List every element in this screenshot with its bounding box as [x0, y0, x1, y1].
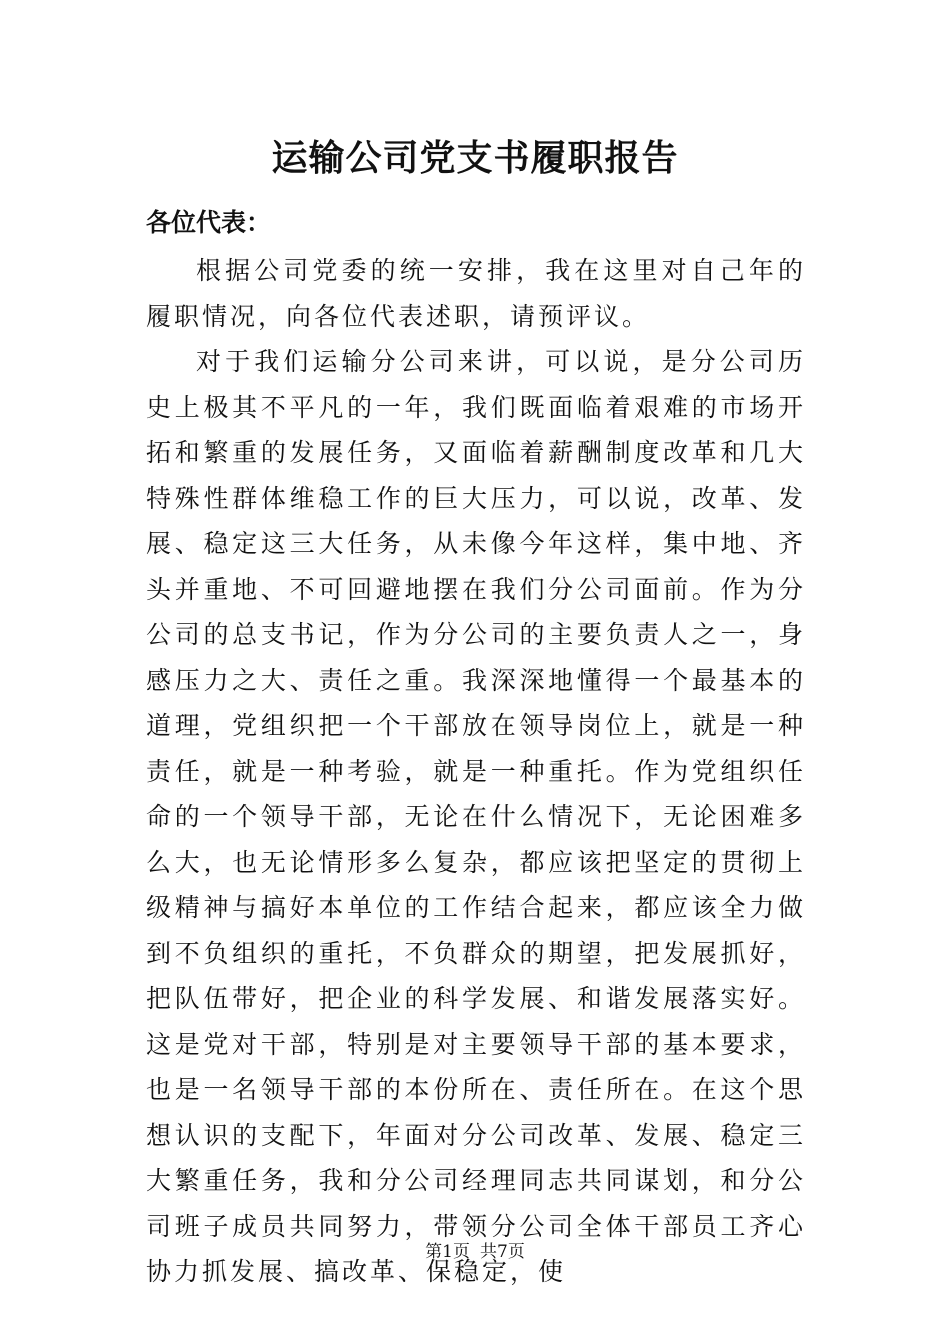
page-number: 第1页 [425, 1242, 470, 1262]
paragraph: 对于我们运输分公司来讲，可以说，是分公司历史上极其不平凡的一年，我们既面临着艰难的市场开拓和繁重的发展任务，又面临着薪酬制度改革和几大特殊性群体维稳工作的巨大压力，可以说，改革、发展、稳定这三大任务，从未像今年这样，集中地、齐头并重地、不可回避地摆在我们分公司面前。作为分公司的总支书记，作为分公司的主要负责人之一，身感压力之大、责任之重。我深深地懂得一个最基本的道理，党组织把一个干部放在领导岗位上，就是一种责任，就是一种考验，就是一种重托。作为党组织任命的一个领导干部，无论在什么情况下，无论困难多么大，也无论情形多么复杂，都应该把坚定的贯彻上级精神与搞好本单位的工作结合起来，都应该全力做到不负组织的重托，不负群众的期望，把发展抓好，把队伍带好，把企业的科学发展、和谐发展落实好。这是党对干部，特别是对主要领导干部的基本要求，也是一名领导干部的本份所在、责任所在。在这个思想认识的支配下，年面对分公司改革、发展、稳定三大繁重任务，我和分公司经理同志共同谋划，和分公司班子成员共同努力，带领分公司全体干部员工齐心协力抓发展、搞改革、保稳定，使 [146, 347, 806, 1286]
document-title: 运输公司党支书履职报告 [271, 137, 679, 179]
paragraph: 根据公司党委的统一安排，我在这里对自己年的履职情况，向各位代表述职，请预评议。 [146, 256, 806, 331]
document-body [146, 248, 806, 1295]
page-footer [0, 1240, 950, 1264]
salutation: 各位代表： [146, 208, 272, 237]
page-total: 共7页 [480, 1242, 525, 1262]
